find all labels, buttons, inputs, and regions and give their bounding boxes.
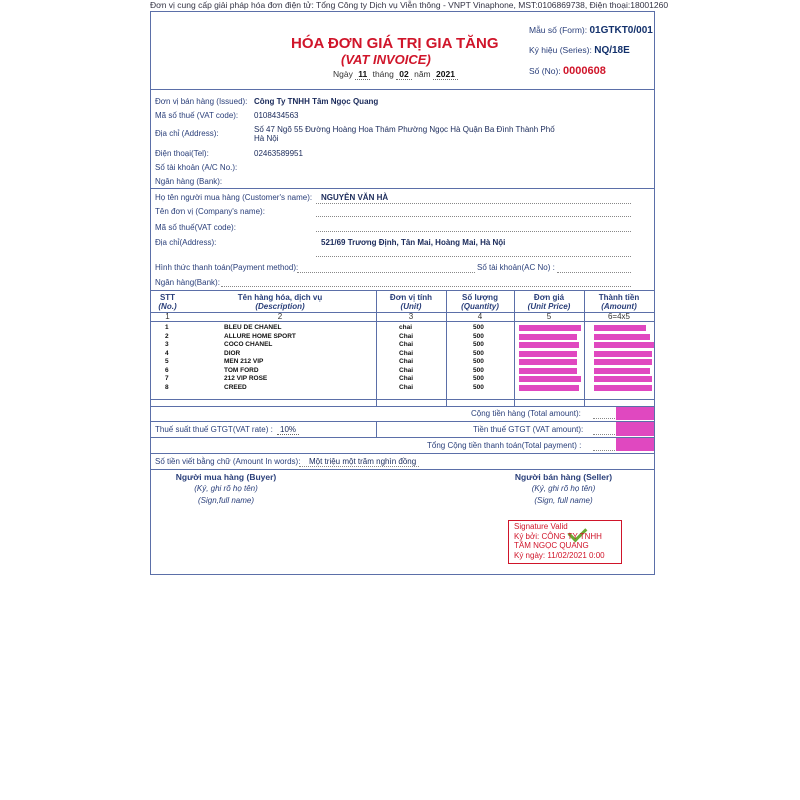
col-number: 3: [408, 312, 414, 321]
row-quantity: 500: [473, 383, 484, 391]
row-unit: Chai: [399, 366, 414, 374]
row-quantity: 500: [473, 341, 484, 348]
buyer-company-label: Tên đơn vị (Company's name):: [155, 207, 265, 216]
amount-in-words-label: Số tiền viết bằng chữ (Amount In words):: [155, 457, 301, 466]
redacted-unit-price: [519, 376, 581, 382]
row-quantity: 500: [473, 375, 484, 382]
col-number: 6=4x5: [607, 312, 631, 321]
redacted-unit-price: [519, 368, 577, 374]
buyer-signature-note: (Ký, ghi rõ họ tên): [194, 484, 258, 493]
year-label: năm: [414, 69, 431, 79]
invoice-document: [150, 11, 655, 575]
form-value: 01GTKT0/001: [589, 25, 653, 36]
signed-by-text: Ký bởi: CÔNG TY TNHH: [514, 532, 602, 541]
invoice-date: [333, 69, 458, 79]
seller-issued-label: Đơn vị bán hàng (Issued):: [155, 97, 248, 106]
invoice-number-label: Số (No):: [529, 66, 561, 76]
invoice-number-field: [529, 65, 606, 77]
row-number: 6: [165, 366, 169, 374]
date-year: 2021: [433, 69, 458, 80]
row-unit: Chai: [399, 383, 414, 391]
seller-account-label: Số tài khoản (A/C No.):: [155, 163, 238, 172]
series-field: [529, 45, 630, 56]
th-unit: Đơn vị tính (Unit): [389, 293, 433, 311]
row-unit: chai: [399, 324, 413, 331]
vat-rate-label: Thuế suất thuế GTGT(VAT rate) :: [155, 425, 273, 434]
series-value: NQ/18E: [594, 45, 630, 56]
invoice-number-value: 0000608: [563, 65, 606, 77]
row-quantity: 500: [473, 349, 484, 357]
seller-issued-value: Công Ty TNHH Tâm Ngọc Quang: [254, 97, 379, 106]
form-label: Mẫu số (Form):: [529, 25, 588, 35]
redacted-amount: [594, 351, 652, 357]
row-unit: Chai: [399, 341, 414, 348]
th-description: Tên hàng hóa, dịch vụ (Description): [237, 293, 323, 311]
row-unit: Chai: [399, 358, 414, 365]
row-number: 3: [165, 341, 169, 348]
th-quantity: Số lượng (Quantity): [461, 293, 499, 311]
row-unit: Chai: [399, 349, 414, 357]
buyer-signature-title: Người mua hàng (Buyer): [175, 472, 277, 482]
row-description: ALLURE HOME SPORT: [224, 332, 296, 340]
redacted-amount: [594, 334, 650, 340]
buyer-customer-label: Họ tên người mua hàng (Customer's name):: [155, 193, 313, 202]
row-unit: Chai: [399, 375, 414, 382]
redacted-unit-price: [519, 385, 579, 391]
signature-valid-text: Signature Valid: [514, 522, 568, 531]
redacted-unit-price: [519, 359, 577, 365]
row-description: COCO CHANEL: [224, 341, 273, 348]
total-payment-label: Tổng Cộng tiền thanh toán(Total payment) :: [427, 441, 582, 450]
redacted-amount: [594, 368, 650, 374]
th-amount: Thành tiền (Amount): [598, 293, 640, 311]
invoice-title: HÓA ĐƠN GIÁ TRỊ GIA TĂNG: [291, 35, 499, 52]
seller-tel-label: Điện thoại(Tel):: [155, 149, 209, 158]
date-day: 11: [355, 69, 370, 80]
redacted-unit-price: [519, 334, 577, 340]
amount-in-words-value: Một triệu một trăm nghìn đồng: [309, 457, 417, 466]
redacted-unit-price: [519, 342, 579, 348]
date-prefix: Ngày: [333, 69, 353, 79]
redacted-vat-amount: [616, 422, 654, 436]
col-number: 1: [165, 312, 170, 321]
row-unit: Chai: [399, 332, 414, 340]
invoice-subtitle: (VAT INVOICE): [341, 52, 431, 67]
vat-amount-label: Tiền thuế GTGT (VAT amount):: [473, 425, 584, 434]
row-quantity: 500: [473, 324, 484, 331]
seller-signature-title: Người bán hàng (Seller): [514, 472, 613, 482]
row-description: CREED: [224, 383, 247, 391]
th-no: STT (No.): [158, 293, 177, 311]
signed-date-text: Ký ngày: 11/02/2021 0:00: [514, 551, 605, 560]
row-number: 7: [165, 375, 169, 382]
form-field: [529, 25, 653, 36]
total-amount-label: Cộng tiền hàng (Total amount):: [471, 409, 581, 418]
buyer-account-label: Số tài khoản(AC No) :: [477, 263, 555, 272]
redacted-amount: [594, 325, 646, 331]
row-number: 4: [165, 349, 169, 357]
buyer-payment-label: Hình thức thanh toán(Payment method):: [155, 263, 299, 272]
redacted-amount: [594, 376, 652, 382]
row-description: TOM FORD: [224, 366, 259, 374]
signed-by-company: TÂM NGỌC QUANG: [514, 541, 589, 550]
th-unit-price: Đơn giá (Unit Price): [527, 293, 571, 311]
seller-bank-label: Ngân hàng (Bank):: [155, 177, 223, 186]
digital-signature-box: [508, 520, 622, 564]
row-number: 1: [165, 324, 169, 331]
series-label: Ký hiệu (Series):: [529, 45, 592, 55]
buyer-address-label: Địa chỉ(Address):: [155, 238, 217, 247]
seller-address-label: Địa chỉ (Address):: [155, 129, 219, 138]
col-number: 2: [277, 312, 283, 321]
row-number: 8: [165, 383, 169, 391]
row-number: 5: [165, 358, 169, 365]
seller-vat-label: Mã số thuế (VAT code):: [155, 111, 239, 120]
redacted-unit-price: [519, 325, 581, 331]
seller-signature-note-en: (Sign, full name): [534, 496, 593, 505]
col-number: 4: [477, 312, 483, 321]
row-description: BLEU DE CHANEL: [224, 324, 282, 331]
date-month: 02: [396, 69, 411, 80]
row-quantity: 500: [473, 332, 484, 340]
buyer-customer-value: NGUYỄN VĂN HÀ: [321, 193, 389, 202]
row-number: 2: [165, 332, 169, 340]
row-quantity: 500: [473, 366, 484, 374]
vat-rate-value: 10%: [277, 425, 299, 435]
redacted-unit-price: [519, 351, 577, 357]
seller-vat-value: 0108434563: [254, 111, 299, 120]
seller-tel-value: 02463589951: [254, 149, 303, 158]
redacted-amount: [594, 385, 652, 391]
buyer-vat-label: Mã số thuế(VAT code):: [155, 223, 236, 232]
seller-address-line2: Hà Nội: [254, 134, 279, 143]
seller-address-line1: Số 47 Ngõ 55 Đường Hoàng Hoa Thám Phường Ngọc Hà Quận Ba Đình Thành Phố: [254, 125, 555, 134]
redacted-total-payment: [616, 438, 654, 451]
seller-signature-note: (Ký, ghi rõ họ tên): [531, 484, 596, 493]
row-description: MEN 212 VIP: [224, 358, 264, 365]
col-number: 5: [546, 312, 552, 321]
month-label: tháng: [372, 69, 394, 79]
row-quantity: 500: [473, 358, 484, 365]
buyer-signature-note-en: (Sign,full name): [197, 496, 255, 505]
redacted-amount: [594, 359, 652, 365]
buyer-address-value: 521/69 Trương Định, Tân Mai, Hoàng Mai, Hà Nội: [321, 238, 506, 247]
provider-line: Đơn vị cung cấp giải pháp hóa đơn điện tử: Tổng Công ty Dịch vụ Viễn thông - VNPT Vinaphone, MST:0106869738, Điện thoại:18001260: [150, 0, 669, 10]
row-description: DIOR: [224, 349, 241, 357]
redacted-amount: [594, 342, 654, 348]
redacted-total-amount: [616, 407, 654, 420]
buyer-bank-label: Ngân hàng(Bank):: [155, 278, 220, 287]
row-description: 212 VIP ROSE: [224, 375, 268, 382]
